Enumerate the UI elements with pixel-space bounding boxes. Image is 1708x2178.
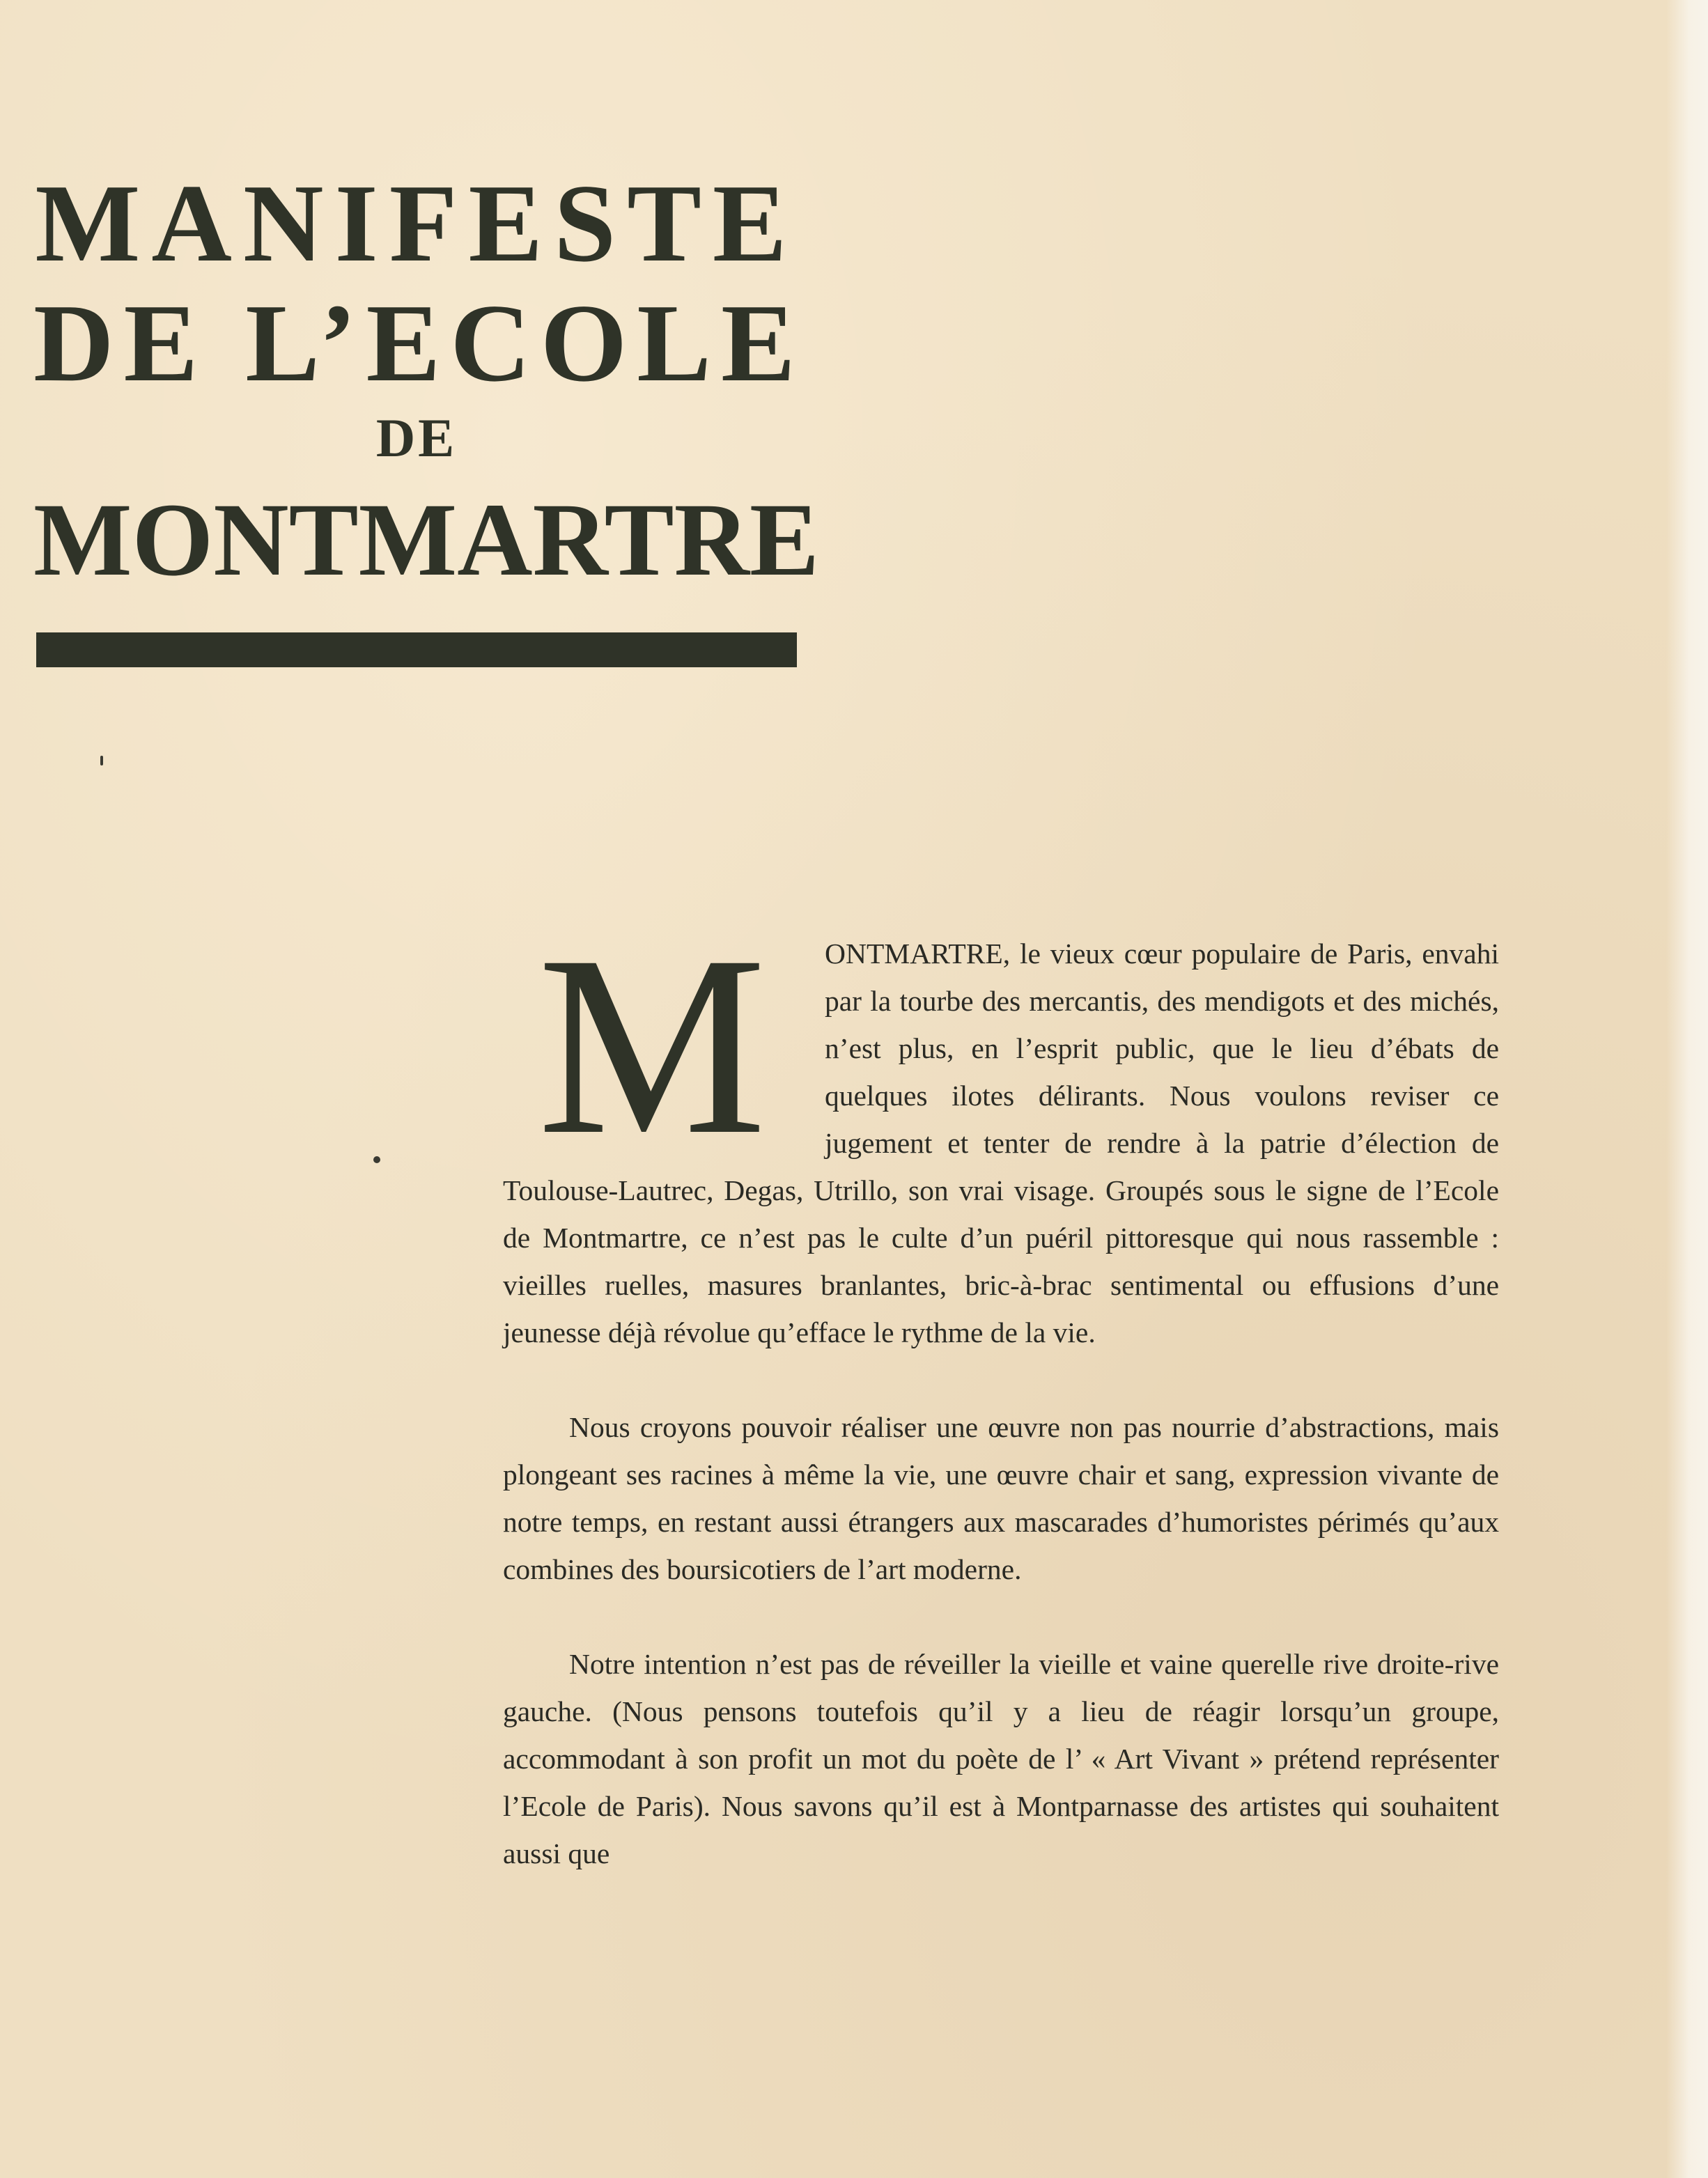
paragraph-1-text: ONTMARTRE, le vieux cœur populaire de Paris, envahi par la tourbe des mercantis, des mendigots et des michés, n’est plus, en l’esprit public, que le lieu d’ébats de quelques ilotes délirants. Nous voulons reviser ce jugement et tenter de rendre à la patrie d’élection de Toulouse-Lautrec, Degas, Utrillo, son vrai visage. Groupés sous le signe de l’Ecole de Montmartre, ce n’est pas le culte d’un puéril pittoresque qui nous rassemble : vieilles ruelles, masures branlantes, bric-à-brac sentimental ou effusions d’une jeunesse déjà révolue qu’efface le rythme de la vie. [503,938,1499,1348]
paper-speck [100,756,103,765]
paragraph-1 [503,903,1499,1356]
title-line-3: DE [375,407,458,468]
title-line-2: DE L’ECOLE [33,281,805,405]
title-line-1: MANIFESTE [35,161,798,285]
manifesto-text [503,903,1499,1924]
title-rule [36,632,797,667]
paper-speck [373,1156,380,1163]
paragraph-2: Nous croyons pouvoir réaliser une œuvre non pas nourrie d’abstractions, mais plongeant ses racines à même la vie, une œuvre chair et sang, expression vivante de notre temps, en restant aussi étrangers aux mascarades d’humoristes périmés qu’aux combines des boursicotiers de l’art moderne. [503,1411,1499,1585]
drop-cap: M [537,903,767,1188]
paragraph-3: Notre intention n’est pas de réveiller la vieille et vaine querelle rive droite-rive gauche. (Nous pensons toutefois qu’il y a lieu de réagir lorsqu’un groupe, accommodant à son profit un mot du poète de l’ « Art Vivant » prétend représenter l’Ecole de Paris). Nous savons qu’il est à Montparnasse des artistes qui souhaitent aussi que [503,1648,1499,1869]
page-edge [1666,0,1708,2178]
title-line-4: MONTMARTRE [33,482,820,598]
